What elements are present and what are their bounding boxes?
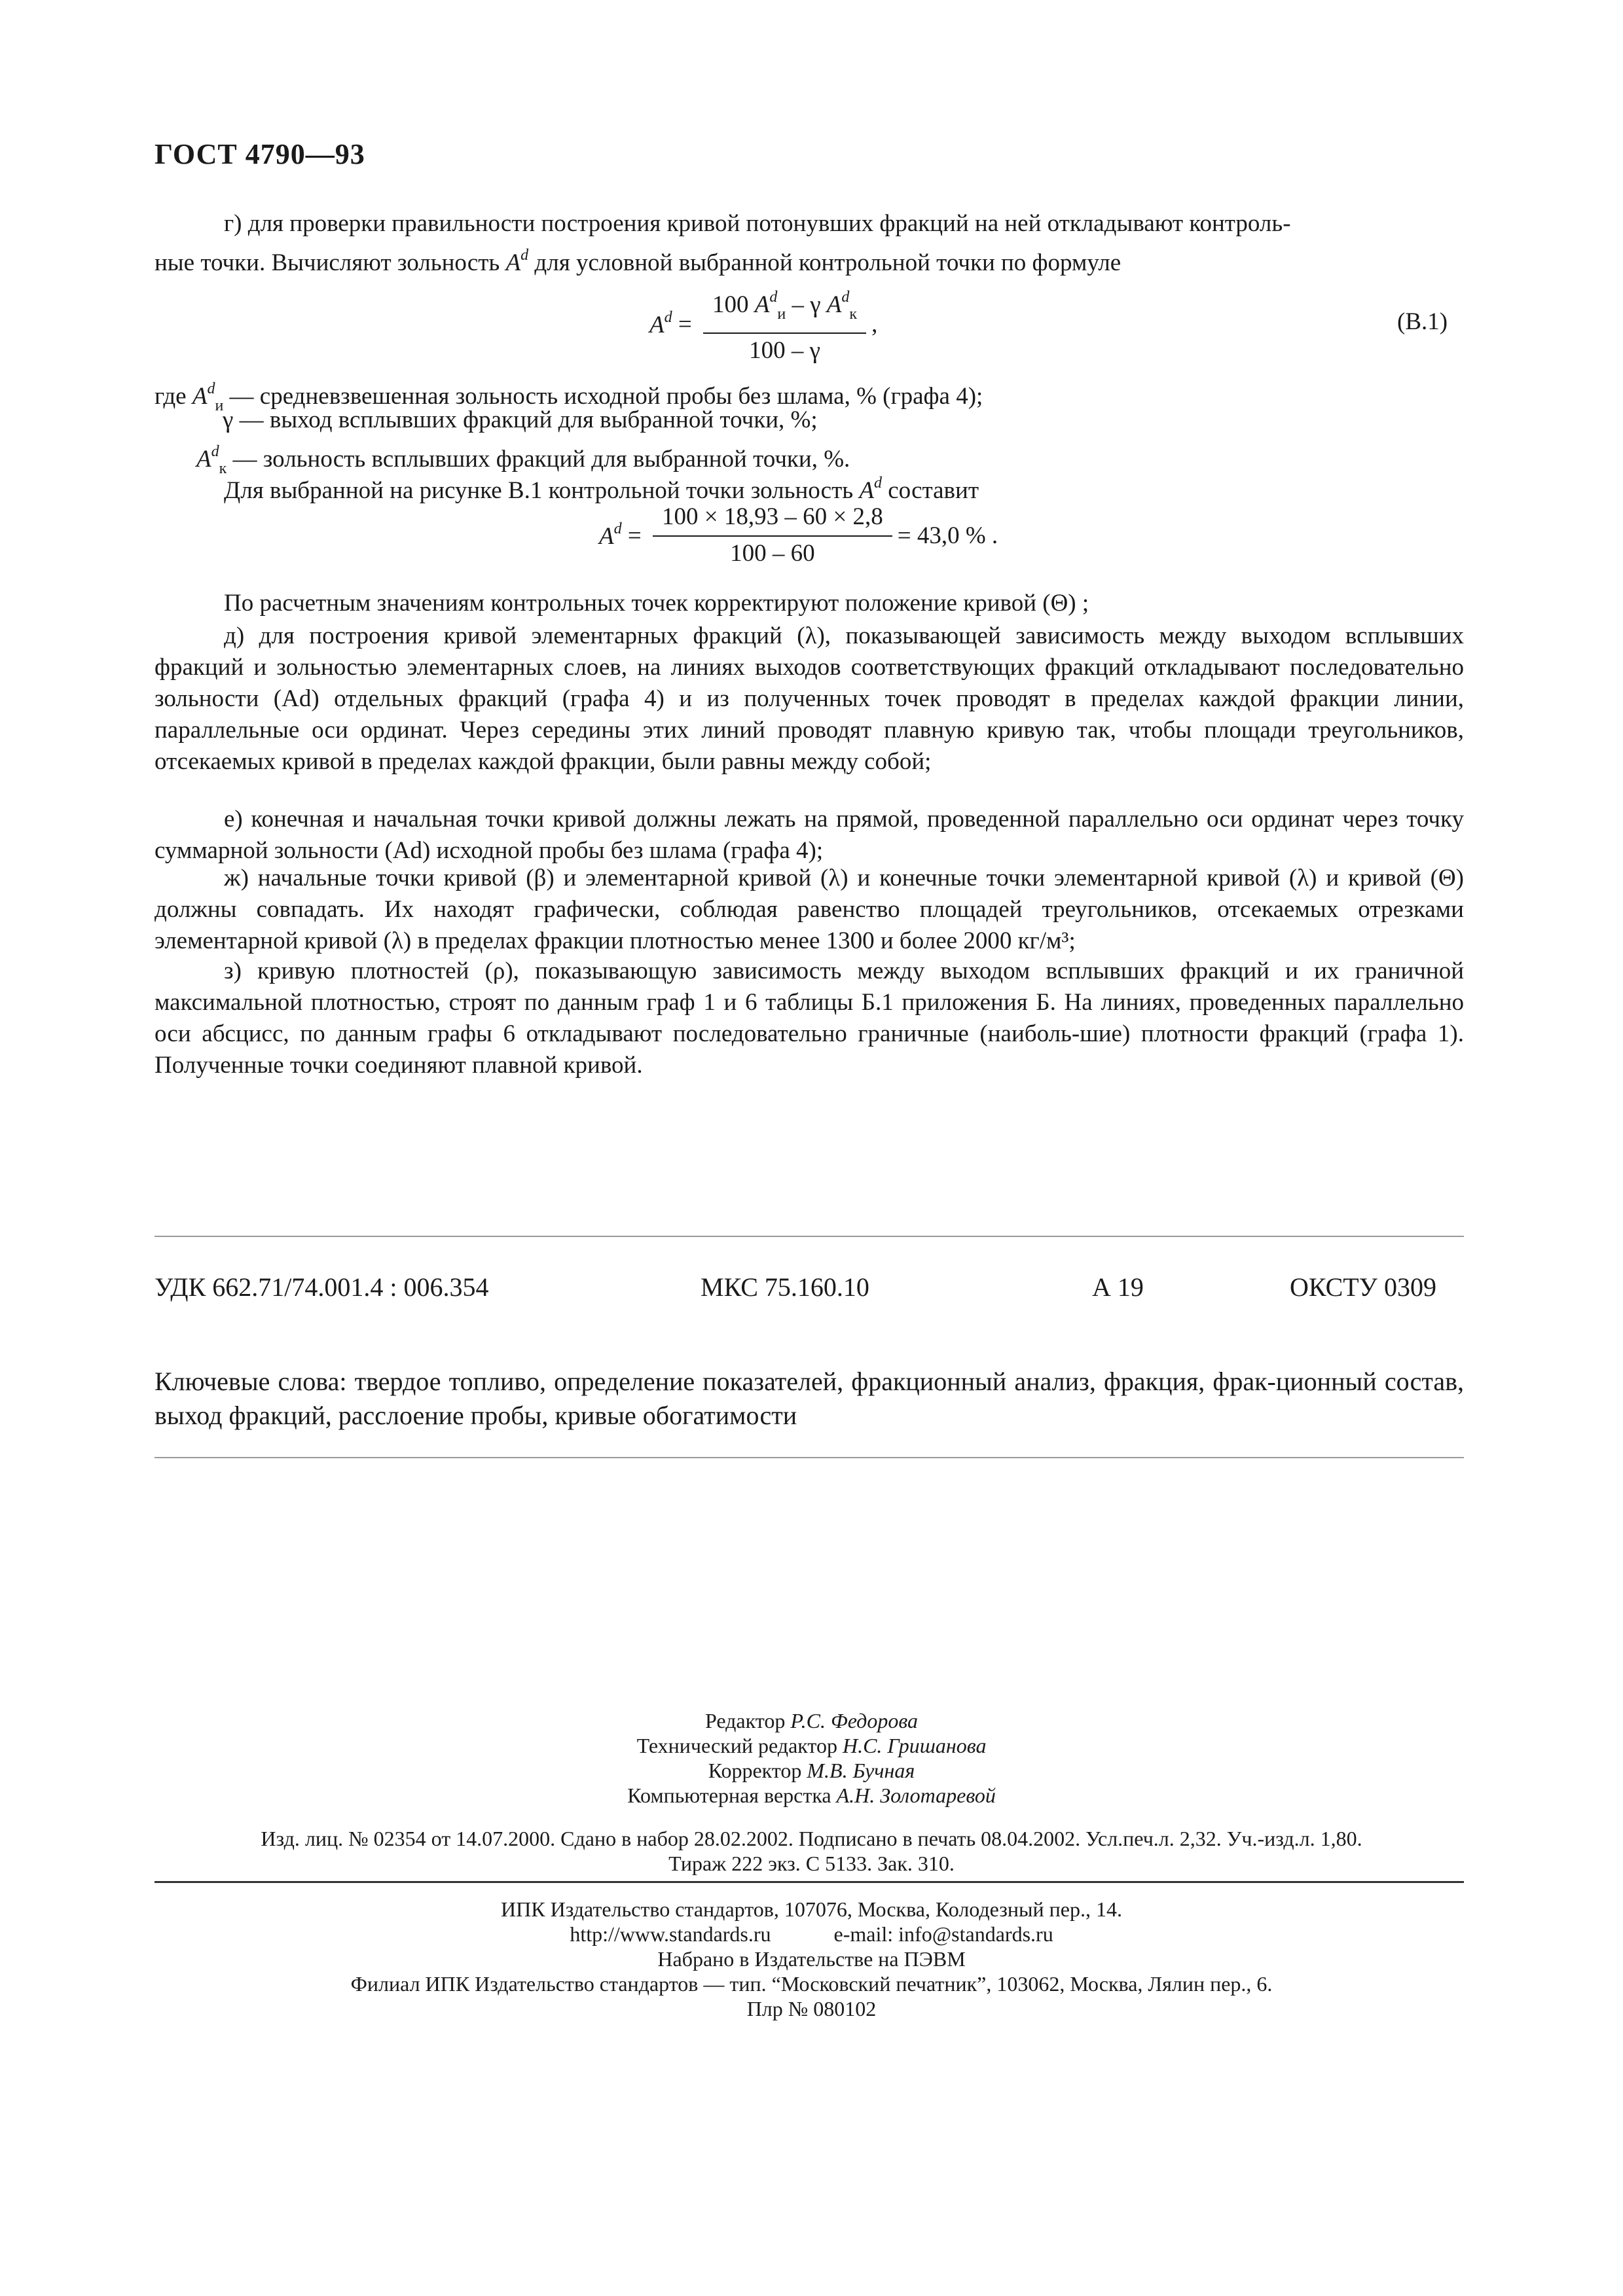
divider-imprint <box>155 1881 1464 1883</box>
standard-title: ГОСТ 4790—93 <box>155 138 365 170</box>
section-g-line1: г) для проверки правильности построения кривой потонувших фракций на ней откладывают контроль- <box>224 210 1291 237</box>
paragraph-correction: По расчетным значениям контрольных точек корректируют положение кривой (Θ) ; <box>224 590 1089 617</box>
divider-keywords <box>155 1457 1464 1458</box>
publisher-branch: Филиал ИПК Издательство стандартов — тип. “Московский печатник”, 103062, Москва, Лялин пер., 6. <box>350 1972 1273 1996</box>
imprint-line-2: Тираж 222 экз. С 5133. Зак. 310. <box>668 1852 955 1875</box>
publisher-email[interactable]: e-mail: info@standards.ru <box>833 1922 1053 1946</box>
publisher-web <box>0 1922 1623 1946</box>
group-code: А 19 <box>1092 1272 1144 1302</box>
publisher-typeset: Набрано в Издательстве на ПЭВМ <box>657 1947 966 1971</box>
paragraph-z: з) кривую плотностей (ρ), показывающую зависимость между выходом всплывших фракций и их граничной максимальной плотностью, строят по данным граф 1 и 6 таблицы Б.1 приложения Б. На линиях, проведенных параллельно оси абсцисс, по данным графы 6 откладывают последовательно граничные (наиболь-шие) плотности фракций (графа 1). Полученные точки соединяют плавной кривой. <box>155 958 1464 1079</box>
section-g-line2: ные точки. Вычисляют зольность $A^d$ для условной выбранной контрольной точки по формуле <box>155 247 1122 276</box>
mks-code: МКС 75.160.10 <box>701 1272 869 1302</box>
paragraph-zh: ж) начальные точки кривой (β) и элементарной кривой (λ) и конечные точки элементарной кривой (λ) и кривой (Θ) должны совпадать. Их находят графически, соблюдая равенство площадей треугольников, отсекаемых отрезками элементарной кривой (λ) в пределах фракции плотностью менее 1300 и более 2000 кг/м³; <box>155 865 1464 954</box>
formula-calculation: $A^d$ = $\frac{100 \times 18,93 - 60 \times 2,8}{100 - 60}$ = 43,0 % . <box>599 503 998 567</box>
equation-number: (В.1) <box>1397 308 1448 335</box>
credit-corrector: Корректор М.В. Бучная <box>708 1759 915 1782</box>
credit-layout: Компьютерная верстка А.Н. Золотаревой <box>627 1784 996 1807</box>
divider-top <box>155 1236 1464 1237</box>
imprint-line-1: Изд. лиц. № 02354 от 14.07.2000. Сдано в набор 28.02.2002. Подписано в печать 08.04.2002. Усл.печ.л. 2,32. Уч.-изд.л. 1,80. <box>261 1827 1362 1850</box>
formula-calc-fraction: $\frac{100 \times 18,93 - 60 \times 2,8}{100 - 60}$ <box>653 503 892 568</box>
where-line-4: Для выбранной на рисунке В.1 контрольной точки зольность $A^d$ составит <box>224 475 979 504</box>
formula-b1: $A^d$ = $\frac{100 A^d_и - \gamma A^d_к}{100 - \gamma}$ , <box>649 283 877 365</box>
where-line-2: γ — выход всплывших фракций для выбранной точки, %; <box>223 406 818 433</box>
udk-code: УДК 662.71/74.001.4 : 006.354 <box>155 1272 489 1302</box>
paragraph-d: д) для построения кривой элементарных фракций (λ), показывающей зависимость между выходом всплывших фракций и зольностью элементарных слоев, на линиях выходов соответствующих фракций откладывают последовательно зольности (Ad) отдельных фракций (графа 4) и из полученных точек проводят в пределах каждой фракции линии, параллельные оси ординат. Через середины этих линий проводят плавную кривую так, чтобы площади треугольников, отсекаемых кривой в пределах каждой фракции, были равны между собой; <box>155 622 1464 775</box>
publisher-url[interactable]: http://www.standards.ru <box>570 1922 771 1946</box>
credit-editor: Редактор Р.С. Федорова <box>704 1709 918 1732</box>
okstu-code: ОКСТУ 0309 <box>1290 1272 1437 1302</box>
where-line-1: где $A^d_и$ — средневзвешенная зольность исходной пробы без шлама, % (графа 4); <box>155 380 983 414</box>
publisher-license: Плр № 080102 <box>746 1997 877 2020</box>
formula-b1-fraction: $\frac{100 A^d_и - \gamma A^d_к}{100 - \gamma}$ <box>703 283 866 365</box>
keywords: Ключевые слова: твердое топливо, определение показателей, фракционный анализ, фракция, фрак-ционный состав, выход фракций, расслоение пробы, кривые обогатимости <box>155 1367 1464 1430</box>
paragraph-e: е) конечная и начальная точки кривой должны лежать на прямой, проведенной параллельно оси ординат через точку суммарной зольности (Ad) исходной пробы без шлама (графа 4); <box>155 806 1464 864</box>
where-line-3: $A^d_к$ — зольность всплывших фракций для выбранной точки, %. <box>196 443 850 477</box>
publisher-address: ИПК Издательство стандартов, 107076, Москва, Колодезный пер., 14. <box>501 1897 1122 1921</box>
credit-tech-editor: Технический редактор Н.С. Гришанова <box>636 1734 987 1757</box>
